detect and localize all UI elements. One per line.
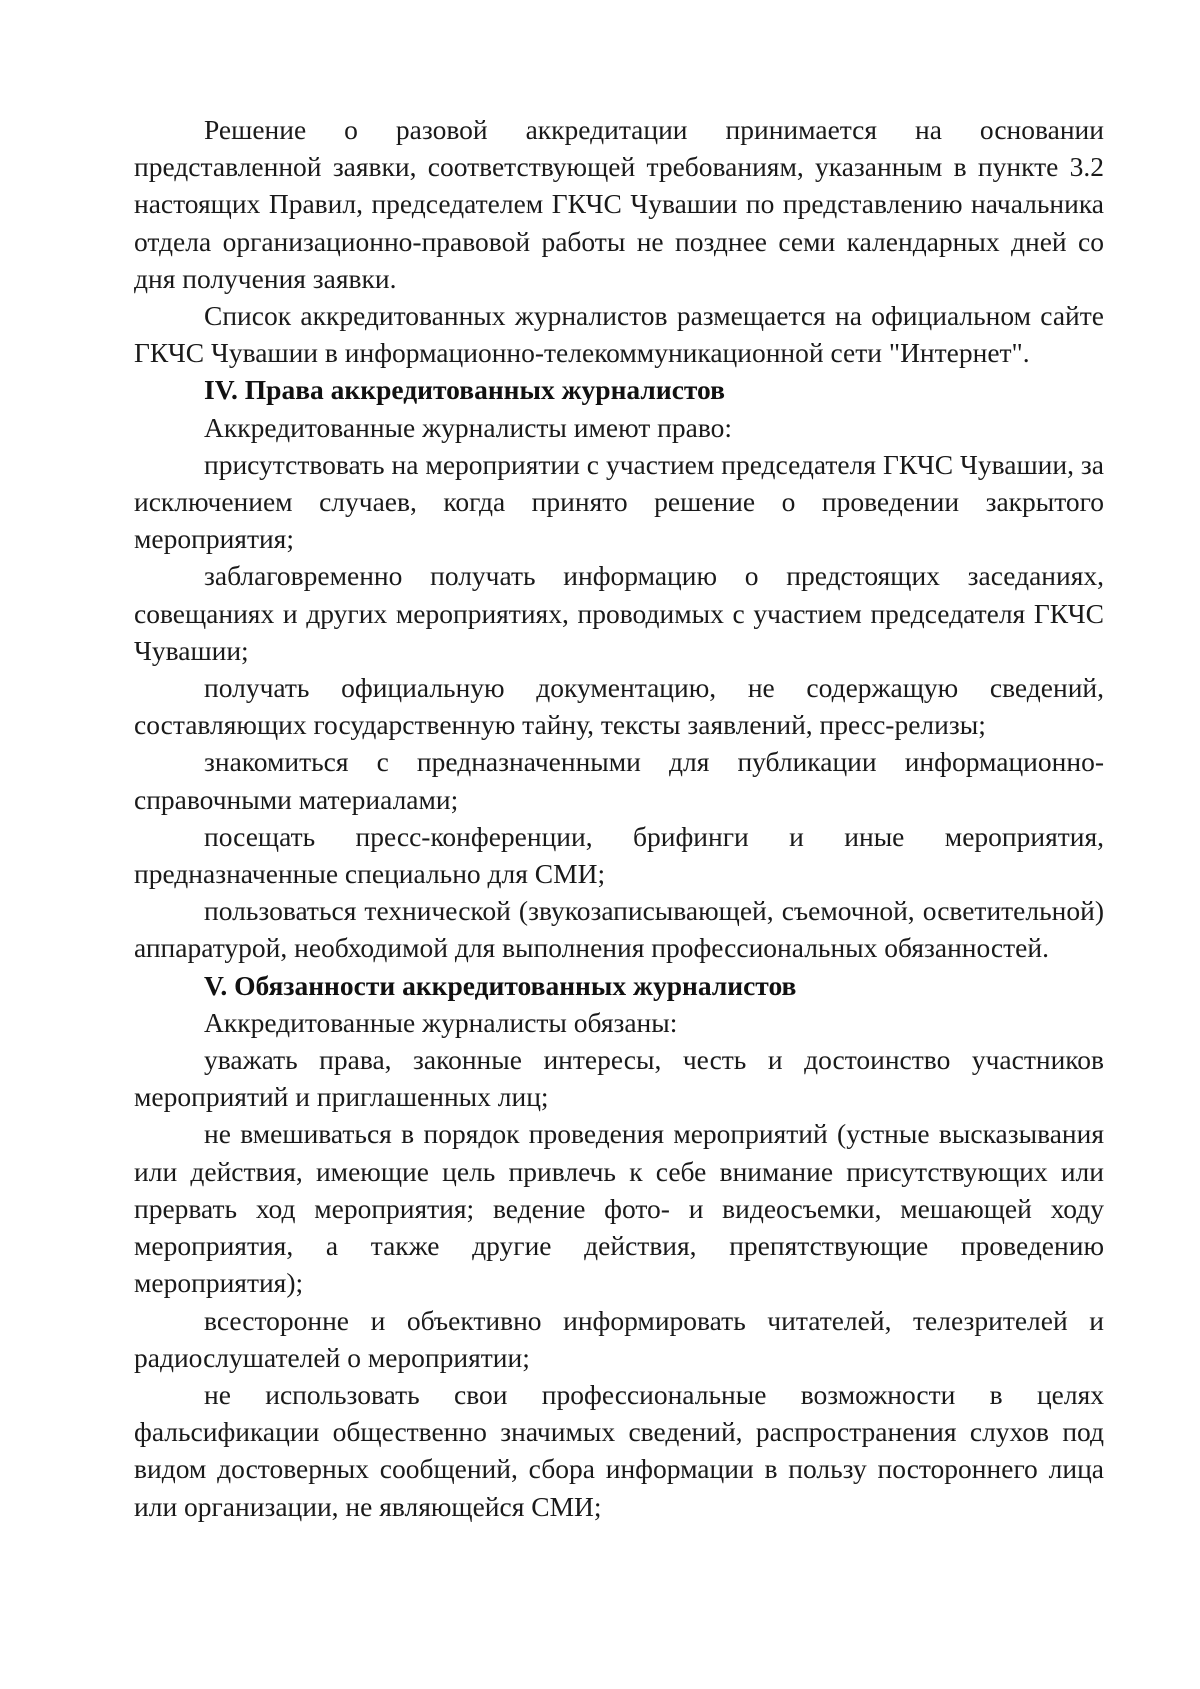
document-body (134, 111, 1104, 1525)
duties-item: уважать права, законные интересы, честь и достоинство участников мероприятий и приглашенных лиц; (134, 1044, 1104, 1113)
section-intro-duties: Аккредитованные журналисты обязаны: (204, 1006, 678, 1038)
rights-item: присутствовать на мероприятии с участием председателя ГКЧС Чувашии, за исключением случаев, когда принято решение о проведении закрытого мероприятия; (134, 448, 1104, 555)
section-heading-rights: IV. Права аккредитованных журналистов (204, 374, 725, 406)
duties-item: не использовать свои профессиональные возможности в целях фальсификации общественно значимых сведений, распространения слухов под видом достоверных сообщений, сбора информации в пользу постороннего лица или организации, не являющейся СМИ; (134, 1378, 1104, 1522)
rights-item: знакомиться с предназначенными для публикации информационно-справочными материалами; (134, 746, 1104, 815)
duties-item: не вмешиваться в порядок проведения мероприятий (устные высказывания или действия, имеющие цель привлечь к себе внимание присутствующих или прервать ход мероприятия; ведение фото- и видеосъемки, мешающей ходу мероприятия, а также другие действия, препятствующие проведению мероприятия); (134, 1118, 1104, 1299)
section-heading-duties: V. Обязанности аккредитованных журналистов (204, 969, 797, 1001)
paragraph-accredited-list: Список аккредитованных журналистов размещается на официальном сайте ГКЧС Чувашии в информационно-телекоммуникационной сети "Интернет". (134, 300, 1104, 369)
duties-item: всесторонне и объективно информировать читателей, телезрителей и радиослушателей о мероприятии; (134, 1304, 1104, 1373)
rights-item: пользоваться технической (звукозаписывающей, съемочной, осветительной) аппаратурой, необходимой для выполнения профессиональных обязанностей. (134, 895, 1104, 964)
rights-item: посещать пресс-конференции, брифинги и иные мероприятия, предназначенные специально для СМИ; (134, 820, 1104, 890)
rights-item: получать официальную документацию, не содержащую сведений, составляющих государственную тайну, тексты заявлений, пресс-релизы; (134, 672, 1104, 741)
section-intro-rights: Аккредитованные журналисты имеют право: (204, 411, 733, 443)
paragraph-accreditation-decision: Решение о разовой аккредитации принимается на основании представленной заявки, соответствующей требованиям, указанным в пункте 3.2 настоящих Правил, председателем ГКЧС Чувашии по представлению начальника отдела организационно-правовой работы не позднее семи календарных дней со дня получения заявки. (134, 114, 1104, 294)
rights-item: заблаговременно получать информацию о предстоящих заседаниях, совещаниях и других мероприятиях, проводимых с участием председателя ГКЧС Чувашии; (134, 560, 1104, 666)
